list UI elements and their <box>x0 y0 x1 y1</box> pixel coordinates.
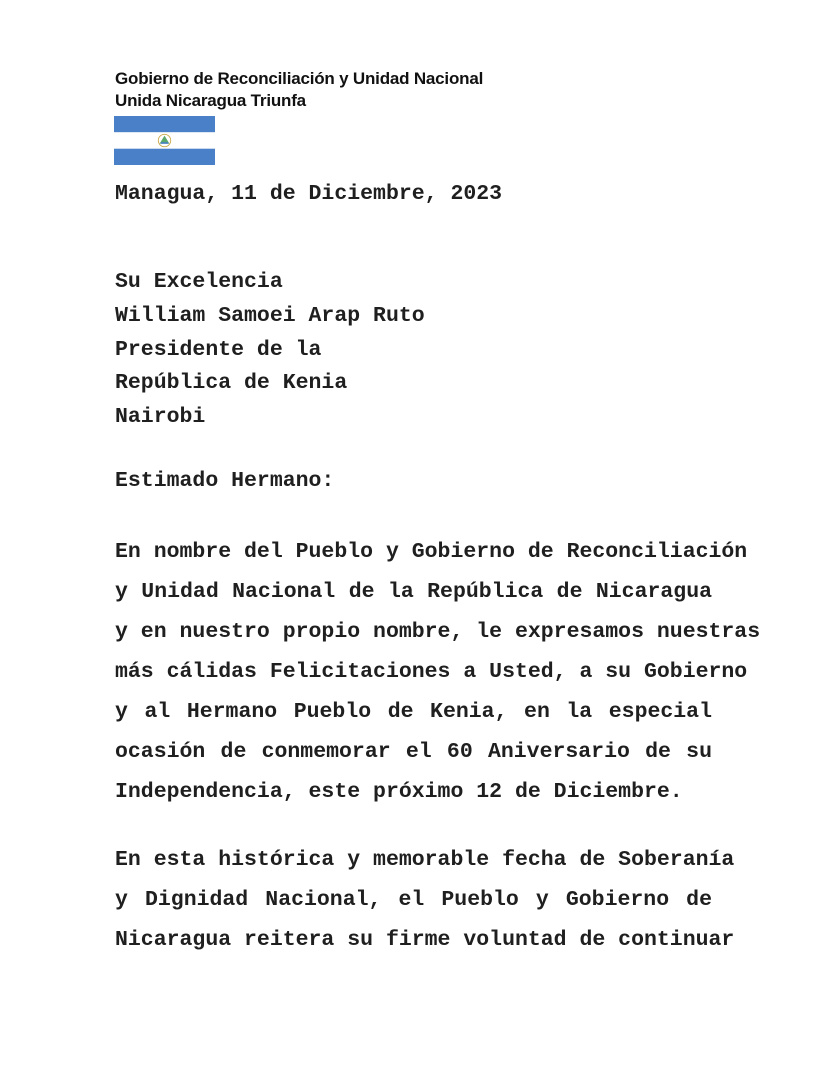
recipient-city: Nairobi <box>115 405 206 430</box>
paragraph-line: Nicaragua reitera su firme voluntad de continuar <box>115 928 735 952</box>
paragraph-line: y en nuestro propio nombre, le expresamos nuestras <box>115 620 761 644</box>
body-paragraph <box>115 532 761 812</box>
body-paragraph <box>115 840 735 960</box>
nicaragua-flag-icon <box>114 116 215 165</box>
paragraph-line: En esta histórica y memorable fecha de Soberanía <box>115 848 735 872</box>
salutation: Estimado Hermano: <box>115 469 335 493</box>
letterhead <box>115 68 483 112</box>
letterhead-government-name: Gobierno de Reconciliación y Unidad Nacional <box>115 69 484 88</box>
paragraph-line: y al Hermano Pueblo de Kenia, en la especial <box>115 700 712 724</box>
paragraph-line: Independencia, este próximo 12 de Diciembre. <box>115 780 683 804</box>
recipient-title: Su Excelencia <box>115 270 283 294</box>
paragraph-line: más cálidas Felicitaciones a Usted, a su Gobierno <box>115 660 748 684</box>
recipient-position: Presidente de la <box>115 337 322 362</box>
paragraph-line: y Dignidad Nacional, el Pueblo y Gobierno de <box>115 888 712 912</box>
paragraph-line: ocasión de conmemorar el 60 Aniversario de su <box>115 740 712 764</box>
letterhead-slogan: Unida Nicaragua Triunfa <box>115 91 306 110</box>
paragraph-line: En nombre del Pueblo y Gobierno de Reconciliación <box>115 540 748 564</box>
letter-date: Managua, 11 de Diciembre, 2023 <box>115 182 503 206</box>
recipient-name: William Samoei Arap Ruto <box>115 303 425 328</box>
paragraph-line: y Unidad Nacional de la República de Nicaragua <box>115 580 712 604</box>
recipient-country: República de Kenia <box>115 371 348 396</box>
recipient-address <box>115 266 425 435</box>
